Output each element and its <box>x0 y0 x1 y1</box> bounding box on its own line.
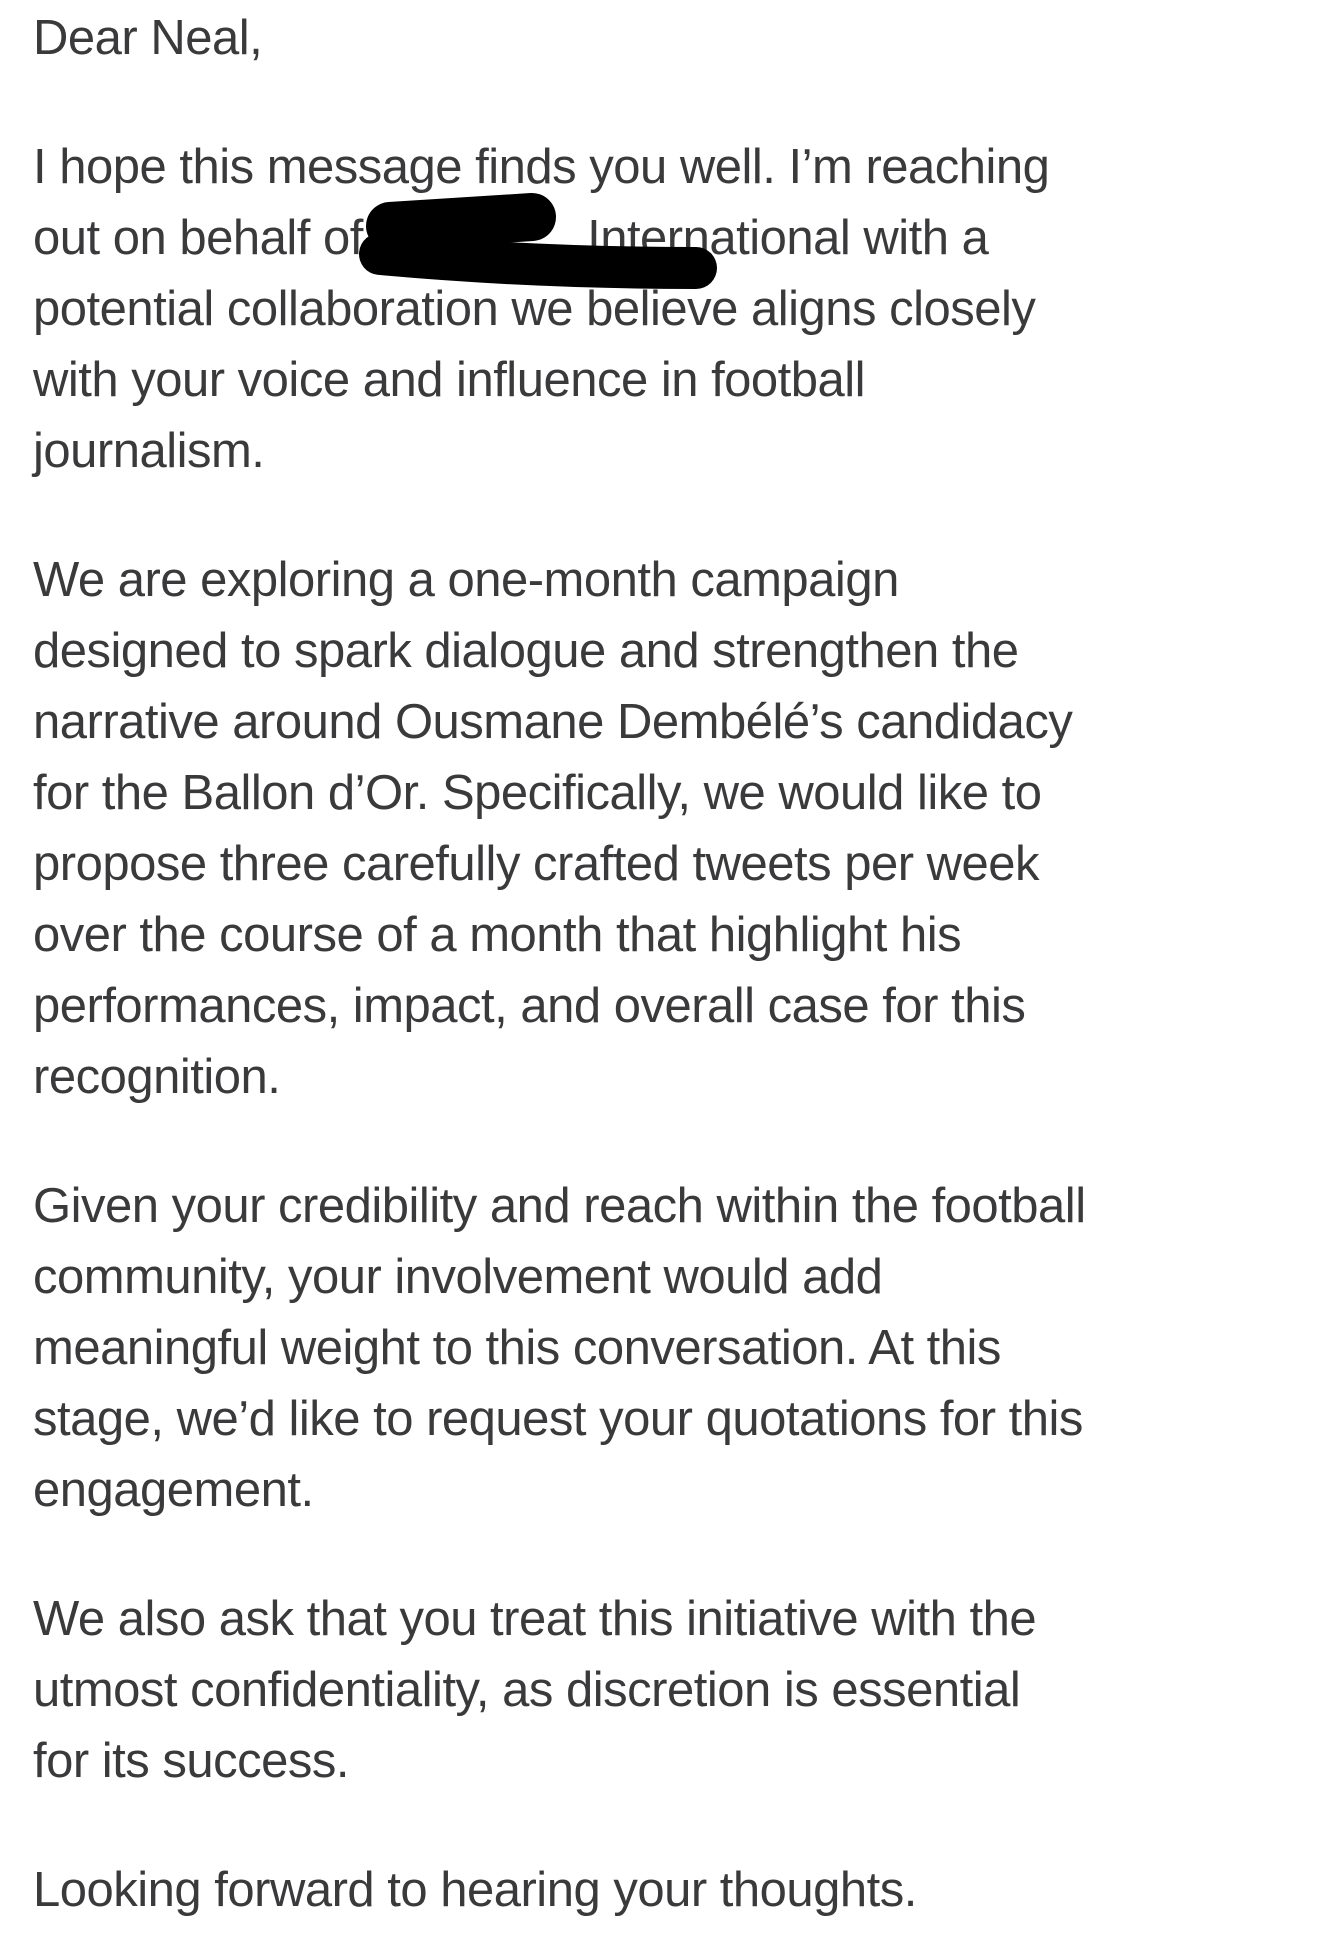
text-segment: designed to spark dialogue and strengthen the <box>33 624 1019 678</box>
text-line <box>33 1042 1320 1113</box>
text-segment: community, your involvement would add <box>33 1250 883 1304</box>
text-segment: International with a <box>587 211 989 265</box>
text-segment: recognition. <box>33 1050 281 1104</box>
text-line <box>33 1655 1320 1726</box>
text-line <box>33 1455 1320 1526</box>
text-segment: stage, we’d like to request your quotations for this <box>33 1392 1083 1446</box>
text-line <box>33 345 1320 416</box>
text-segment: with your voice and influence in football <box>33 353 866 407</box>
text-segment: over the course of a month that highlight his <box>33 908 962 962</box>
text-line <box>33 1726 1320 1797</box>
text-segment: out on behalf of <box>33 211 376 265</box>
text-segment: utmost confidentiality, as discretion is essential <box>33 1663 1021 1717</box>
text-segment: We are exploring a one-month campaign <box>33 553 899 607</box>
paragraph-quotation-request <box>33 1171 1320 1526</box>
paragraph-campaign-proposal <box>33 545 1320 1113</box>
paragraph-confidentiality <box>33 1584 1320 1797</box>
text-segment: engagement. <box>33 1463 314 1517</box>
text-segment: for its success. <box>33 1734 350 1788</box>
text-line <box>33 900 1320 971</box>
text-line <box>33 758 1320 829</box>
text-segment: performances, impact, and overall case for this <box>33 979 1026 1033</box>
text-segment: We also ask that you treat this initiative with the <box>33 1592 1037 1646</box>
text-line <box>33 545 1320 616</box>
text-line <box>33 1242 1320 1313</box>
text-line <box>33 3 1320 74</box>
text-line <box>33 971 1320 1042</box>
text-line <box>33 829 1320 900</box>
redaction-scribble <box>376 252 574 254</box>
text-segment: for the Ballon d’Or. Specifically, we would like to <box>33 766 1042 820</box>
text-line <box>33 1584 1320 1655</box>
text-segment: meaningful weight to this conversation. At this <box>33 1321 1001 1375</box>
paragraph-closing <box>33 1855 1320 1926</box>
text-line <box>33 203 1320 274</box>
text-line <box>33 1171 1320 1242</box>
text-line <box>33 1313 1320 1384</box>
text-segment: narrative around Ousmane Dembélé’s candidacy <box>33 695 1073 749</box>
text-line <box>33 1855 1320 1926</box>
text-line <box>33 687 1320 758</box>
text-line <box>33 416 1320 487</box>
text-segment: potential collaboration we believe aligns closely <box>33 282 1036 336</box>
text-segment: Looking forward to hearing your thoughts. <box>33 1863 917 1917</box>
text-segment: journalism. <box>33 424 265 478</box>
paragraph-intro <box>33 132 1320 487</box>
paragraph-greeting <box>33 3 1320 74</box>
text-segment: Given your credibility and reach within the football <box>33 1179 1086 1233</box>
text-line <box>33 1384 1320 1455</box>
text-segment: I hope this message finds you well. I’m reaching <box>33 140 1050 194</box>
text-line <box>33 616 1320 687</box>
text-segment: Dear Neal, <box>33 11 263 65</box>
text-segment: propose three carefully crafted tweets per week <box>33 837 1040 891</box>
